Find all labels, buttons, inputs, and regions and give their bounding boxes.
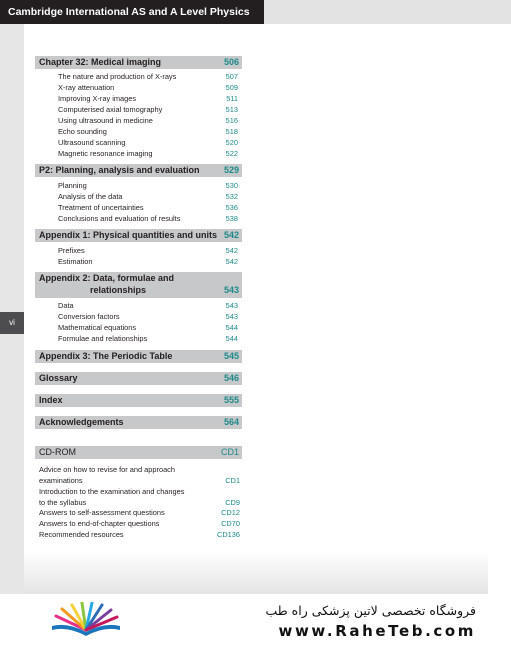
toc-glossary[interactable]: [35, 372, 242, 385]
section-page: CD12: [221, 508, 240, 517]
section-title: Planning: [58, 181, 87, 190]
section-page: 513: [225, 105, 238, 114]
section-page: 536: [225, 203, 238, 212]
toc-section[interactable]: [58, 214, 238, 224]
section-title: Prefixes: [58, 246, 85, 255]
section-title: Mathematical equations: [58, 323, 137, 332]
toc-cd-section-cont[interactable]: [39, 498, 240, 508]
section-title: Analysis of the data: [58, 192, 123, 201]
section-page: CD1: [225, 476, 240, 485]
section-title: Answers to self-assessment questions: [39, 508, 165, 517]
section-title-line-1: Advice on how to revise for and approach: [39, 465, 175, 474]
section-title: Data: [58, 301, 74, 310]
section-title: Conclusions and evaluation of results: [58, 214, 181, 223]
toc-section[interactable]: [58, 312, 238, 322]
chapter-title-line-1: Appendix 2: Data, formulae and: [39, 273, 175, 283]
toc-section[interactable]: [58, 138, 238, 148]
section-page: 544: [225, 334, 238, 343]
chapter-page: 529: [223, 165, 239, 175]
toc-cd-section[interactable]: [39, 530, 240, 540]
toc-index[interactable]: [35, 394, 242, 407]
store-name: فروشگاه تخصصی لاتین پزشکی راه طب: [265, 603, 476, 618]
toc-section[interactable]: [58, 203, 238, 213]
section-page: 516: [225, 116, 238, 125]
section-title: Treatment of uncertainties: [58, 203, 144, 212]
section-title: Computerised axial tomography: [58, 105, 163, 114]
section-page: 542: [225, 246, 238, 255]
toc-section[interactable]: [58, 94, 238, 104]
chapter-page: 506: [223, 57, 239, 67]
chapter-page: 542: [223, 230, 239, 240]
page-number: vi: [9, 318, 15, 327]
section-title-line-2: examinations: [39, 476, 83, 485]
section-title: Answers to end-of-chapter questions: [39, 519, 160, 528]
header-bar: [0, 0, 264, 24]
chapter-title: Appendix 1: Physical quantities and units: [39, 230, 218, 240]
toc-cd-section[interactable]: [39, 508, 240, 518]
section-page: 543: [225, 312, 238, 321]
section-title: Improving X-ray images: [58, 94, 137, 103]
toc-section[interactable]: [58, 246, 238, 256]
section-title: Echo sounding: [58, 127, 107, 136]
toc-section[interactable]: [58, 116, 238, 126]
book-title: Cambridge International AS and A Level Physics: [8, 6, 250, 18]
section-page: 511: [226, 94, 238, 103]
section-page: 542: [225, 257, 238, 266]
section-page: 507: [225, 72, 238, 81]
toc-section[interactable]: [58, 72, 238, 82]
header-gray-band: [264, 0, 511, 24]
toc-cd-rom[interactable]: [35, 446, 242, 459]
section-title: Formulae and relationships: [58, 334, 148, 343]
toc-section[interactable]: [58, 105, 238, 115]
toc-chapter-p2[interactable]: [35, 164, 242, 177]
chapter-title: CD-ROM: [39, 447, 76, 457]
toc-appendix-2[interactable]: [35, 272, 242, 298]
section-page: 532: [225, 192, 238, 201]
section-page: 530: [225, 181, 238, 190]
open-book-logo-icon: [48, 602, 124, 638]
section-page: 543: [225, 301, 238, 310]
section-title: X-ray attenuation: [58, 83, 115, 92]
toc-section[interactable]: [58, 323, 238, 333]
toc-section[interactable]: [58, 257, 238, 267]
left-margin: [0, 24, 24, 594]
section-title: Ultrasound scanning: [58, 138, 126, 147]
section-page: 520: [225, 138, 238, 147]
chapter-title: Chapter 32: Medical imaging: [39, 57, 162, 67]
toc-cd-section-cont[interactable]: [39, 476, 240, 486]
section-title: Recommended resources: [39, 530, 124, 539]
section-page: 544: [225, 323, 238, 332]
section-title-line-2: to the syllabus: [39, 498, 87, 507]
section-title: Using ultrasound in medicine: [58, 116, 153, 125]
toc-section[interactable]: [58, 181, 238, 191]
section-page: CD136: [216, 530, 240, 539]
toc-section[interactable]: [58, 334, 238, 344]
toc-section[interactable]: [58, 149, 238, 159]
chapter-title: Index: [39, 395, 63, 405]
store-url[interactable]: www.RaheTeb.com: [278, 622, 476, 640]
toc-cd-section[interactable]: [39, 487, 240, 497]
section-title: Magnetic resonance imaging: [58, 149, 153, 158]
section-title-line-1: Introduction to the examination and changes: [39, 487, 185, 496]
chapter-title-line-2: relationships: [90, 285, 147, 295]
toc-cd-section[interactable]: [39, 519, 240, 529]
section-page: 518: [225, 127, 238, 136]
section-title: Estimation: [58, 257, 93, 266]
section-page: 509: [225, 83, 238, 92]
toc-cd-section[interactable]: [39, 465, 240, 475]
toc-section[interactable]: [58, 83, 238, 93]
section-page: CD70: [221, 519, 240, 528]
section-page: 538: [225, 214, 238, 223]
chapter-page: CD1: [220, 447, 239, 457]
chapter-title: P2: Planning, analysis and evaluation: [39, 165, 200, 175]
section-page: 522: [225, 149, 238, 158]
page-bottom-shadow: [24, 550, 488, 594]
toc-chapter-32[interactable]: [35, 56, 242, 69]
toc-section[interactable]: [58, 301, 238, 311]
chapter-page: 555: [223, 395, 239, 405]
chapter-page: 564: [223, 417, 239, 427]
toc-appendix-1[interactable]: [35, 229, 242, 242]
toc-appendix-3[interactable]: [35, 350, 242, 363]
section-page: CD9: [225, 498, 240, 507]
toc-acknowledgements[interactable]: [35, 416, 242, 429]
chapter-page: 543: [223, 285, 239, 295]
toc-section[interactable]: [58, 127, 238, 137]
section-title: The nature and production of X-rays: [58, 72, 177, 81]
toc-section[interactable]: [58, 192, 238, 202]
chapter-title: Appendix 3: The Periodic Table: [39, 351, 173, 361]
section-title: Conversion factors: [58, 312, 120, 321]
chapter-title: Acknowledgements: [39, 417, 124, 427]
chapter-page: 546: [223, 373, 239, 383]
chapter-page: 545: [223, 351, 239, 361]
chapter-title: Glossary: [39, 373, 78, 383]
